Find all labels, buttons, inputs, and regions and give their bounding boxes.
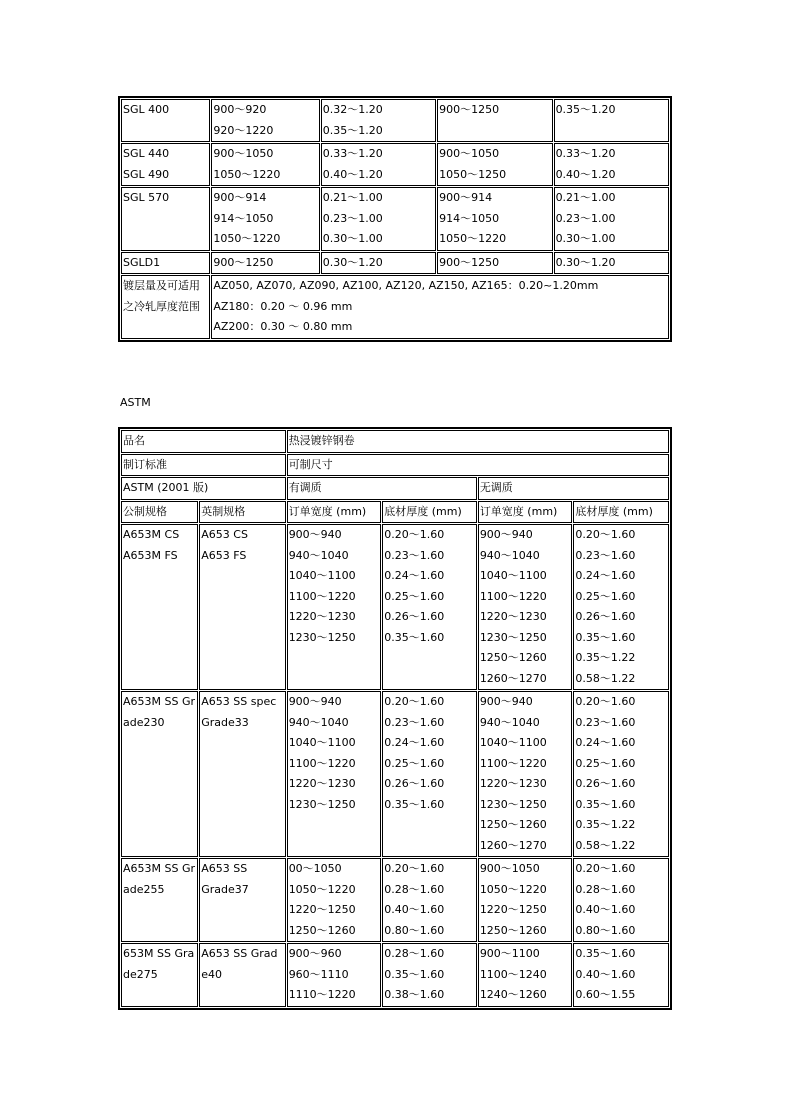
imperial-spec-cell-line: A653 SS: [201, 862, 248, 875]
width-cell-line: 1250～1260: [479, 651, 547, 664]
product-row: [121, 430, 669, 453]
width-cell-line: 1220～1230: [288, 610, 356, 623]
coating-values-line: AZ050, AZ070, AZ090, AZ100, AZ120, AZ150, AZ165：0.20~1.20mm: [213, 279, 599, 292]
width-cell-line: 1230～1250: [479, 630, 547, 644]
thickness-cell: [554, 143, 669, 186]
coating-label-line: 之冷轧厚度范围: [123, 299, 200, 313]
width-cell: [437, 99, 552, 142]
thickness-cell-line: 0.24～1.60: [384, 569, 445, 582]
width-cell-line: 1220～1250: [288, 903, 356, 916]
width-cell-line: 1040～1100: [288, 569, 356, 582]
width-cell-line: 900～940: [479, 695, 533, 708]
width-cell: [478, 691, 573, 857]
coating-label-line: 镀层量及可适用: [123, 279, 200, 292]
width-cell: [211, 99, 319, 142]
thickness-cell: [554, 99, 669, 142]
width-cell-line: 1230～1250: [288, 630, 356, 644]
table-row: [121, 524, 669, 690]
width-cell-line: 914～1050: [439, 211, 500, 225]
coating-label: [121, 275, 210, 339]
width-cell-line: 1100～1240: [479, 967, 547, 981]
width-cell-line: 00～1050: [288, 862, 342, 875]
width-cell-line: 940～1040: [288, 715, 349, 729]
thickness-cell-line: 0.20～1.60: [575, 695, 636, 708]
width-cell-line: 1220～1250: [479, 903, 547, 916]
coating-row: [121, 275, 669, 339]
header-metric: 公制规格: [121, 501, 198, 524]
thickness-cell-line: 0.25～1.60: [384, 589, 445, 603]
thickness-cell: [321, 187, 436, 251]
thickness-cell-line: 0.33～1.20: [555, 147, 616, 160]
width-cell-line: 900～960: [288, 947, 342, 960]
thickness-cell-line: 0.23～1.00: [322, 211, 383, 225]
width-cell-line: 914～1050: [213, 211, 274, 225]
thickness-cell-line: 0.35～1.60: [384, 967, 445, 981]
thickness-cell-line: 0.40～1.60: [575, 967, 636, 981]
thickness-cell-line: 0.80～1.60: [575, 923, 636, 937]
imperial-spec-cell: [199, 691, 285, 857]
width-cell-line: 900～1250: [439, 255, 500, 269]
width-cell-line: 900～1050: [479, 862, 540, 875]
metric-spec-cell: [121, 858, 198, 942]
temper-row: [121, 477, 669, 500]
thickness-cell-line: 0.21～1.00: [322, 191, 383, 204]
width-cell-line: 1250～1260: [479, 923, 547, 937]
column-header-row: [121, 501, 669, 524]
thickness-cell-line: 0.23～1.60: [575, 548, 636, 562]
thickness-cell-line: 0.26～1.60: [384, 610, 445, 623]
width-cell-line: 900～940: [479, 528, 533, 541]
width-cell-line: 900～914: [213, 191, 267, 204]
astm-table-body: [121, 430, 669, 1007]
thickness-cell-line: 0.33～1.20: [322, 147, 383, 160]
width-cell-line: 900～1050: [439, 147, 500, 160]
thickness-cell: [382, 691, 477, 857]
thickness-cell: [382, 943, 477, 1007]
thickness-cell-line: 0.20～1.60: [575, 528, 636, 541]
thickness-cell-line: 0.60～1.55: [575, 988, 636, 1001]
grade-cell: [121, 143, 210, 186]
imperial-spec-cell-line: Grade33: [201, 715, 249, 729]
grade-cell: [121, 252, 210, 275]
thickness-cell: [321, 99, 436, 142]
width-cell-line: 1220～1230: [479, 777, 547, 790]
grade-cell-line: SGL 570: [123, 191, 170, 204]
header-thickness-untempered: 底材厚度 (mm): [573, 501, 669, 524]
thickness-cell: [573, 524, 669, 690]
thickness-cell-line: 0.26～1.60: [575, 777, 636, 790]
imperial-spec-cell-line: A653 CS: [201, 528, 248, 541]
width-cell: [437, 187, 552, 251]
thickness-cell: [573, 858, 669, 942]
untempered-label: 无调质: [478, 477, 669, 500]
metric-spec-cell-line: ade230: [123, 715, 165, 729]
width-cell-line: 920～1220: [213, 123, 274, 137]
thickness-cell-line: 0.35～1.20: [555, 103, 616, 116]
width-cell-line: 960～1110: [288, 967, 349, 981]
width-cell-line: 1260～1270: [479, 671, 547, 685]
table-row: [121, 691, 669, 857]
width-cell: [211, 252, 319, 275]
width-cell-line: 1100～1220: [479, 756, 547, 770]
thickness-cell-line: 0.35～1.60: [575, 797, 636, 811]
metric-spec-cell-line: 653M SS Gra: [123, 947, 195, 960]
thickness-cell: [573, 691, 669, 857]
thickness-cell: [554, 187, 669, 251]
coating-values: [211, 275, 669, 339]
table-row: [121, 858, 669, 942]
metric-spec-cell-line: ade255: [123, 882, 165, 896]
header-thickness-tempered: 底材厚度 (mm): [382, 501, 477, 524]
thickness-cell-line: 0.20～1.60: [384, 862, 445, 875]
thickness-cell-line: 0.32～1.20: [322, 103, 383, 116]
metric-spec-cell-line: A653M SS Gr: [123, 862, 196, 875]
thickness-cell-line: 0.28～1.60: [384, 882, 445, 896]
coating-values-line: AZ180：0.20 ～ 0.96 mm: [213, 299, 353, 313]
thickness-cell-line: 0.35～1.60: [575, 947, 636, 960]
thickness-cell-line: 0.35～1.60: [384, 797, 445, 811]
grade-cell: [121, 187, 210, 251]
width-cell: [478, 858, 573, 942]
width-cell-line: 1260～1270: [479, 838, 547, 852]
width-cell-line: 940～1040: [288, 548, 349, 562]
grade-cell-line: SGL 400: [123, 103, 170, 116]
thickness-cell-line: 0.25～1.60: [575, 756, 636, 770]
width-cell-line: 1230～1250: [288, 797, 356, 811]
tempered-label: 有调质: [287, 477, 477, 500]
thickness-cell-line: 0.40～1.20: [555, 167, 616, 181]
thickness-cell-line: 0.20～1.60: [575, 862, 636, 875]
thickness-cell-line: 0.20～1.60: [384, 528, 445, 541]
coating-values-line: AZ200：0.30 ～ 0.80 mm: [213, 320, 353, 333]
width-cell: [478, 524, 573, 690]
thickness-cell: [382, 858, 477, 942]
width-cell: [437, 252, 552, 275]
thickness-cell: [321, 143, 436, 186]
width-cell-line: 1110～1220: [288, 988, 356, 1001]
thickness-cell-line: 0.35～1.22: [575, 651, 636, 664]
width-cell-line: 900～1250: [439, 103, 500, 116]
width-cell-line: 1230～1250: [479, 797, 547, 811]
width-cell-line: 1040～1100: [288, 736, 356, 749]
width-cell-line: 900～914: [439, 191, 493, 204]
thickness-cell-line: 0.23～1.00: [555, 211, 616, 225]
grade-cell-line: SGLD1: [123, 255, 161, 269]
standard-value: 可制尺寸: [287, 454, 669, 477]
standard-label: 制订标准: [121, 454, 286, 477]
thickness-cell-line: 0.24～1.60: [575, 569, 636, 582]
width-cell-line: 1050～1220: [288, 882, 356, 896]
header-width-untempered: 订单宽度 (mm): [478, 501, 573, 524]
thickness-cell: [382, 524, 477, 690]
imperial-spec-cell-line: A653 SS spec: [201, 695, 277, 708]
thickness-cell-line: 0.35～1.22: [575, 818, 636, 831]
width-cell-line: 1100～1220: [479, 589, 547, 603]
thickness-cell-line: 0.35～1.20: [322, 123, 383, 137]
astm-year: ASTM (2001 版): [121, 477, 286, 500]
thickness-cell-line: 0.26～1.60: [384, 777, 445, 790]
width-cell-line: 1100～1220: [288, 589, 356, 603]
thickness-cell-line: 0.28～1.60: [575, 882, 636, 896]
thickness-cell-line: 0.30～1.20: [555, 255, 616, 269]
product-label: 品名: [121, 430, 286, 453]
width-cell-line: 1050～1220: [213, 167, 281, 181]
imperial-spec-cell-line: A653 FS: [201, 548, 247, 562]
metric-spec-cell-line: A653M FS: [123, 548, 178, 562]
width-cell-line: 900～920: [213, 103, 267, 116]
width-cell-line: 900～940: [288, 528, 342, 541]
table-row: [121, 187, 669, 251]
width-cell-line: 940～1040: [479, 548, 540, 562]
width-cell: [478, 943, 573, 1007]
metric-spec-cell: [121, 691, 198, 857]
width-cell-line: 940～1040: [479, 715, 540, 729]
thickness-cell-line: 0.30～1.20: [322, 255, 383, 269]
width-cell-line: 1050～1220: [439, 232, 507, 245]
thickness-cell-line: 0.26～1.60: [575, 610, 636, 623]
width-cell-line: 1050～1220: [213, 232, 281, 245]
width-cell-line: 900～1050: [213, 147, 274, 160]
thickness-cell-line: 0.40～1.60: [575, 903, 636, 916]
thickness-cell-line: 0.23～1.60: [575, 715, 636, 729]
thickness-cell: [573, 943, 669, 1007]
header-imperial: 英制规格: [199, 501, 285, 524]
thickness-cell-line: 0.58～1.22: [575, 838, 636, 852]
width-cell: [211, 187, 319, 251]
product-value: 热浸镀锌钢卷: [287, 430, 669, 453]
metric-spec-cell-line: de275: [123, 967, 158, 981]
metric-spec-cell-line: A653M SS Gr: [123, 695, 196, 708]
width-cell-line: 1050～1220: [479, 882, 547, 896]
thickness-cell-line: 0.28～1.60: [384, 947, 445, 960]
imperial-spec-cell: [199, 858, 285, 942]
imperial-spec-cell: [199, 943, 285, 1007]
width-cell: [287, 524, 382, 690]
imperial-spec-cell-line: A653 SS Grad: [201, 947, 278, 960]
width-cell-line: 900～940: [288, 695, 342, 708]
metric-spec-cell: [121, 524, 198, 690]
astm-spec-table: [118, 427, 672, 1010]
width-cell-line: 1250～1260: [479, 818, 547, 831]
imperial-spec-cell-line: e40: [201, 967, 223, 981]
width-cell: [437, 143, 552, 186]
width-cell: [211, 143, 319, 186]
table-row: [121, 99, 669, 142]
thickness-cell-line: 0.20～1.60: [384, 695, 445, 708]
width-cell-line: 1050～1250: [439, 167, 507, 181]
width-cell-line: 1040～1100: [479, 569, 547, 582]
width-cell-line: 900～1100: [479, 947, 540, 960]
table-row: [121, 252, 669, 275]
thickness-cell-line: 0.35～1.60: [575, 630, 636, 644]
thickness-cell-line: 0.35～1.60: [384, 630, 445, 644]
grade-cell-line: SGL 490: [123, 167, 170, 181]
width-cell-line: 1040～1100: [479, 736, 547, 749]
thickness-cell-line: 0.80～1.60: [384, 923, 445, 937]
width-cell: [287, 943, 382, 1007]
thickness-cell-line: 0.40～1.60: [384, 903, 445, 916]
thickness-cell-line: 0.30～1.00: [322, 232, 383, 245]
width-cell-line: 900～1250: [213, 255, 274, 269]
width-cell: [287, 858, 382, 942]
width-cell-line: 1220～1230: [479, 610, 547, 623]
grade-cell-line: SGL 440: [123, 147, 170, 160]
metric-spec-cell: [121, 943, 198, 1007]
header-width-tempered: 订单宽度 (mm): [287, 501, 382, 524]
width-cell: [287, 691, 382, 857]
thickness-cell-line: 0.21～1.00: [555, 191, 616, 204]
table-row: [121, 143, 669, 186]
standard-row: [121, 454, 669, 477]
thickness-cell-line: 0.40～1.20: [322, 167, 383, 181]
thickness-cell-line: 0.38～1.60: [384, 988, 445, 1001]
thickness-cell-line: 0.58～1.22: [575, 671, 636, 685]
thickness-cell-line: 0.25～1.60: [575, 589, 636, 603]
thickness-cell-line: 0.23～1.60: [384, 548, 445, 562]
thickness-cell-line: 0.24～1.60: [384, 736, 445, 749]
imperial-spec-cell-line: Grade37: [201, 882, 249, 896]
thickness-cell-line: 0.23～1.60: [384, 715, 445, 729]
thickness-cell: [554, 252, 669, 275]
table-row: [121, 943, 669, 1007]
grade-cell: [121, 99, 210, 142]
thickness-cell-line: 0.30～1.00: [555, 232, 616, 245]
thickness-cell-line: 0.25～1.60: [384, 756, 445, 770]
width-cell-line: 1220～1230: [288, 777, 356, 790]
metric-spec-cell-line: A653M CS: [123, 528, 180, 541]
sgl-table-body: [121, 99, 669, 339]
width-cell-line: 1250～1260: [288, 923, 356, 937]
thickness-cell: [321, 252, 436, 275]
astm-section-label: ASTM: [120, 396, 151, 409]
thickness-cell-line: 0.24～1.60: [575, 736, 636, 749]
sgl-spec-table: [118, 96, 672, 342]
imperial-spec-cell: [199, 524, 285, 690]
width-cell-line: 1100～1220: [288, 756, 356, 770]
width-cell-line: 1240～1260: [479, 988, 547, 1001]
